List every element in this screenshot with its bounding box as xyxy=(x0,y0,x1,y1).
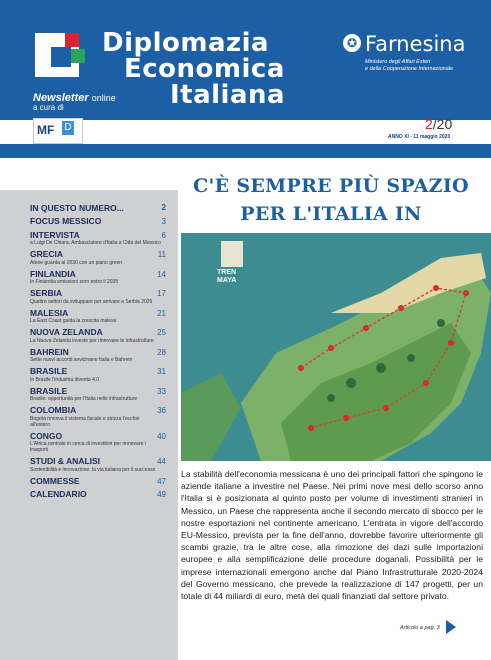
toc-item[interactable] xyxy=(30,406,166,428)
toc-item-desc: La Nuova Zelanda investe per rinnovare le infrastrutture xyxy=(30,337,154,344)
title-line-1: Diplomazia xyxy=(102,28,270,58)
toc-item[interactable] xyxy=(30,217,166,227)
toc-item[interactable] xyxy=(30,457,166,473)
toc-item-page: 33 xyxy=(157,386,166,396)
diplomazia-logo xyxy=(35,33,85,83)
toc-item[interactable] xyxy=(30,477,166,487)
toc-item-title: BRASILE xyxy=(30,366,68,376)
republic-emblem-icon: ✪ xyxy=(343,34,361,52)
title-line-2: Economica xyxy=(124,54,285,84)
newsletter-title xyxy=(102,30,285,108)
article-body: La stabilità dell'economia messicana è uno dei principali fattori che spingono le aziende italiane a investire nel Paese. Nei primi nove mesi dello scorso anno l'Italia si è posizionata al quinto posto per volume di investimenti stranieri in Messico, un Paese che rappresenta anche il secondo mercato di sbocco per le nostre esportazioni nel continente americano. L'entrata in vigore dell'accordo EU-Messico, prevista per la fine dell'anno, dovrebbe favorire ulteriormente gli scambi grazie, tra le altre cose, alla rimozione dei dazi sulle importazioni europee e alla semplificazione delle procedure doganali. Possibilità per le imprese internazionali emergono anche dal Piano Infrastrutturale 2020-2024 del Governo messicano, che prevede la realizzazione di 147 progetti, per un totale di 44 miliardi di euro, metà dei quali finanziati dal settore privato. xyxy=(181,469,483,602)
toc-item[interactable] xyxy=(30,367,166,383)
toc-item-page: 47 xyxy=(157,476,166,486)
toc-item-page: 21 xyxy=(157,308,166,318)
toc-item-page: 25 xyxy=(157,328,166,337)
newsletter-label: Newsletter online xyxy=(33,92,116,104)
issue-date: ANNO XI - 11 maggio 2020 xyxy=(388,134,451,140)
toc-item[interactable] xyxy=(30,231,166,247)
toc-item-desc: Sostenibilità e innovazione: la via italiana per il successo xyxy=(30,466,156,473)
map-label-maya: MAYA xyxy=(217,277,237,284)
toc-item-page: 3 xyxy=(161,217,166,226)
curated-by-label: a cura di xyxy=(33,103,64,112)
toc-item-title: SERBIA xyxy=(30,288,63,298)
title-line-3: Italiana xyxy=(170,80,286,110)
toc-item-page: 6 xyxy=(161,230,166,240)
toc-item-desc: Brasile: opportunità per l'Italia nelle infrastrutture xyxy=(30,396,138,402)
issue-number: 2/20 xyxy=(425,116,453,132)
toc-item[interactable] xyxy=(30,490,166,500)
toc-item[interactable] xyxy=(30,328,166,344)
toc-item-desc: L'Africa centrale in cerca di investitori per rinnovare i trasporti xyxy=(30,441,146,453)
toc-item-title: COMMESSE xyxy=(30,475,80,486)
toc-item-desc: Bogotá rinnova il sistema fiscale e strizza l'occhio all'estero xyxy=(30,415,140,428)
toc-item-title: FOCUS MESSICO xyxy=(30,216,102,226)
toc-item-page: 17 xyxy=(157,289,166,298)
toc-item[interactable] xyxy=(30,270,166,286)
article-headline: C'È SEMPRE PIÙ SPAZIO PER L'ITALIA IN xyxy=(193,175,469,225)
toc-item[interactable] xyxy=(30,348,166,364)
toc-item-title: BAHREIN xyxy=(30,346,69,357)
toc-item-desc: In Brasile l'industria diventa 4.0 xyxy=(30,376,100,383)
yucatan-map-illustration xyxy=(181,233,491,461)
toc-item-page: 14 xyxy=(157,269,166,279)
toc-item-desc: Atene guarda al 2030 con un piano green xyxy=(30,259,123,266)
toc-item-title: NUOVA ZELANDA xyxy=(30,327,103,337)
toc-item-title: BRASILE xyxy=(30,385,68,396)
toc-item-page: 36 xyxy=(157,406,166,415)
toc-item-title: GRECIA xyxy=(30,249,64,259)
toc-item-title: STUDI & ANALISI xyxy=(30,456,101,466)
farnesina-subtitle: Ministero degli Affari Esteri e della Cooperazione Internazionale xyxy=(365,59,454,72)
farnesina-name: Farnesina xyxy=(365,32,466,56)
toc-item-title: FINLANDIA xyxy=(30,268,76,279)
toc-heading: IN QUESTO NUMERO... 2 xyxy=(30,203,166,213)
toc-item-title: INTERVISTA xyxy=(30,229,80,240)
mf-dowjones-logo: MF D xyxy=(33,118,83,144)
toc-item-page: 40 xyxy=(157,431,166,441)
toc-item-title: COLOMBIA xyxy=(30,405,77,415)
continue-link[interactable]: Articolo a pag. 3 xyxy=(400,625,440,631)
toc-item-title: CALENDARIO xyxy=(30,489,87,499)
map-label-tren: TREN xyxy=(217,269,237,276)
toc-item-page: 31 xyxy=(157,367,166,376)
dowjones-icon: D xyxy=(62,121,74,135)
toc-item-desc: La East Coast guida la crescita malese xyxy=(30,318,117,324)
toc-item[interactable] xyxy=(30,387,166,403)
toc-item-page: 28 xyxy=(157,347,166,357)
toc-item[interactable] xyxy=(30,432,166,454)
toc-item-title: CONGO xyxy=(30,430,63,441)
toc-item-page: 44 xyxy=(157,457,166,466)
toc-item-desc: Quattro settori da sviluppare per arrivare a Serbia 2025 xyxy=(30,298,153,305)
arrow-right-icon[interactable] xyxy=(446,620,456,634)
header-strip xyxy=(0,144,491,158)
table-of-contents xyxy=(30,203,166,500)
toc-item[interactable] xyxy=(30,309,166,325)
toc-item[interactable] xyxy=(30,289,166,305)
toc-item-desc: Sette nuovi accordi avvicinano Italia e Bahrein xyxy=(30,357,133,363)
toc-item[interactable] xyxy=(30,250,166,266)
toc-item-title: MALESIA xyxy=(30,307,69,318)
toc-item-page: 11 xyxy=(157,250,166,259)
toc-item-page: 49 xyxy=(157,490,166,499)
toc-item-desc: a Luigi De Chiara, Ambasciatore d'Italia a Città del Messico xyxy=(30,240,162,246)
toc-item-desc: In Finlandia emissioni zero entro il 2035 xyxy=(30,279,119,285)
